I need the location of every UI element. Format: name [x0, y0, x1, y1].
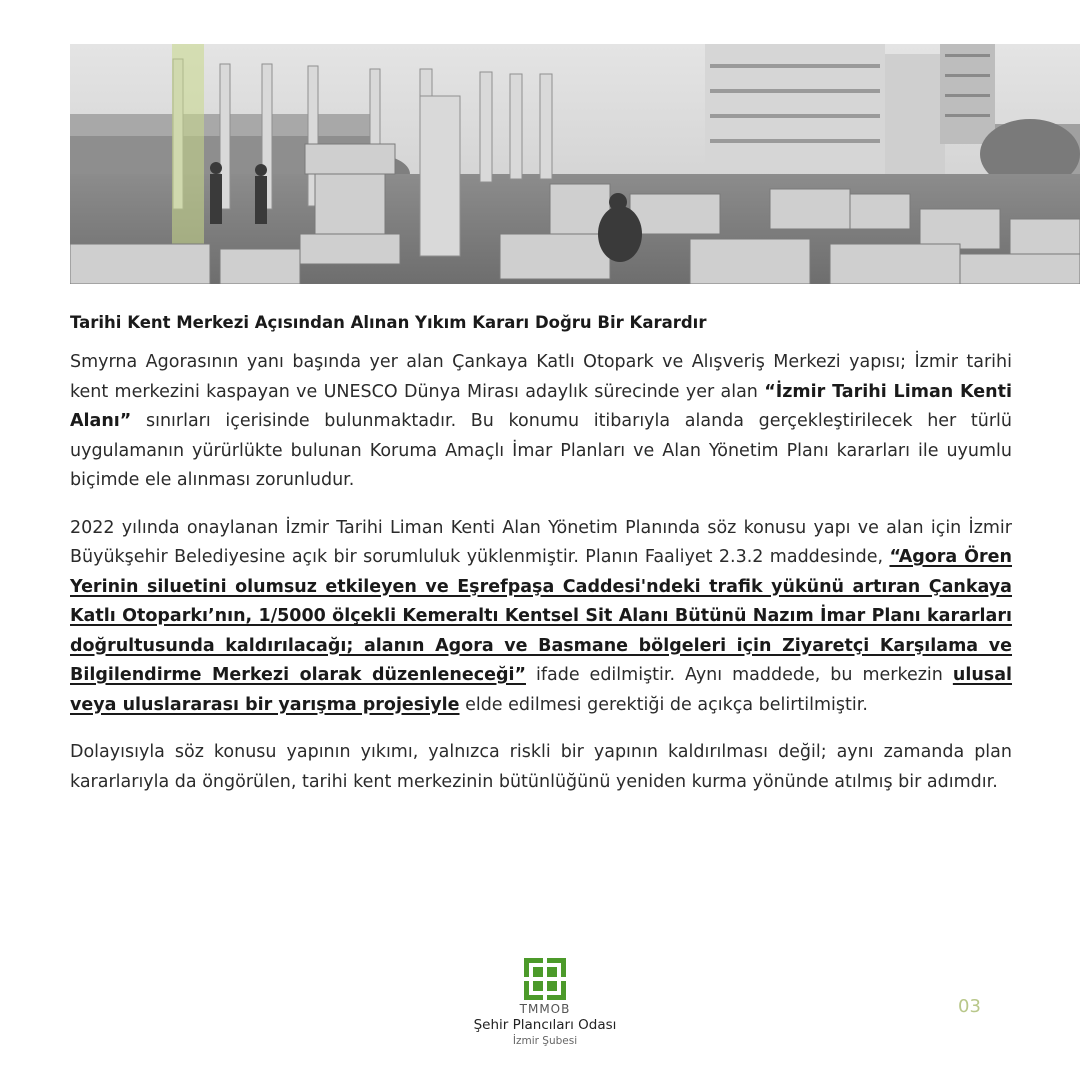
paragraph-2-text-c: ifade edilmiştir. Aynı maddede, bu merkezin [525, 665, 953, 685]
paragraph-1 [70, 348, 1012, 496]
org-abbr: TMMOB [519, 1002, 571, 1016]
agora-ruins-photo-icon [70, 44, 1080, 284]
paragraph-1-text-c: sınırları içerisinde bulunmaktadır. Bu konumu itibarıyla alanda gerçekleştirilecek her türlü uygulamanın yürürlükte bulunan Koruma Amaçlı İmar Planları ve Alan Yönetim Planı kararları ile uyumlu biçimde ele alınması zorunludur. [70, 411, 1012, 490]
organization-logo [470, 958, 620, 1048]
paragraph-3: Dolayısıyla söz konusu yapının yıkımı, yalnızca riskli bir yapının kaldırılması değil; aynı zamanda plan kararlarıyla da öngörülen, tarihi kent merkezinin bütünlüğünü yeniden kurma yönünde atılmış bir adımdır. [70, 742, 1012, 792]
paragraph-2-emphasis: ulusal veya uluslararası bir yarışma projesiyle [70, 665, 1012, 715]
paragraph-1-bold: “İzmir Tarihi Liman Kenti Alanı” [70, 381, 1013, 431]
paragraph-2 [70, 514, 1012, 721]
org-name: Şehir Plancıları Odası [473, 1017, 617, 1033]
page-number: 03 [958, 996, 981, 1017]
article [70, 310, 1012, 815]
paragraph-2-text-a: 2022 yılında onaylanan İzmir Tarihi Liman Kenti Alan Yönetim Planında söz konusu yapı ve alan için İzmir Büyükşehir Belediyesine açık bir sorumluluk yüklenmiştir. Planın Faaliyet 2.3.2 maddesinde, [70, 517, 1012, 567]
spo-logo-icon [524, 958, 566, 1000]
paragraph-1-text-a: Smyrna Agorasının yanı başında yer alan Çankaya Katlı Otopark ve Alışveriş Merkezi yapısı; İzmir tarihi kent merkezini kaspayan ve UNESCO Dünya Mirası adaylık sürecinde yer alan [70, 352, 1012, 402]
paragraph-2-quote: “Agora Ören Yerinin siluetini olumsuz etkileyen ve Eşrefpaşa Caddesi'ndeki trafik yükünü artıran Çankaya Katlı Otoparkı’nın, 1/5000 ölçekli Kemeraltı Kentsel Sit Alanı Bütünü Nazım İmar Planı kararları doğrultusunda kaldırılacağı; alanın Agora ve Basmane bölgeleri için Ziyaretçi Karşılama ve Bilgilendirme Merkezi olarak düzenleneceği” [70, 547, 1012, 685]
org-branch: İzmir Şubesi [512, 1035, 578, 1047]
article-heading: Tarihi Kent Merkezi Açısından Alınan Yıkım Kararı Doğru Bir Karardır [70, 313, 707, 332]
paragraph-2-text-e: elde edilmesi gerektiği de açıkça belirtilmiştir. [459, 694, 868, 715]
header-photo [70, 44, 1080, 284]
